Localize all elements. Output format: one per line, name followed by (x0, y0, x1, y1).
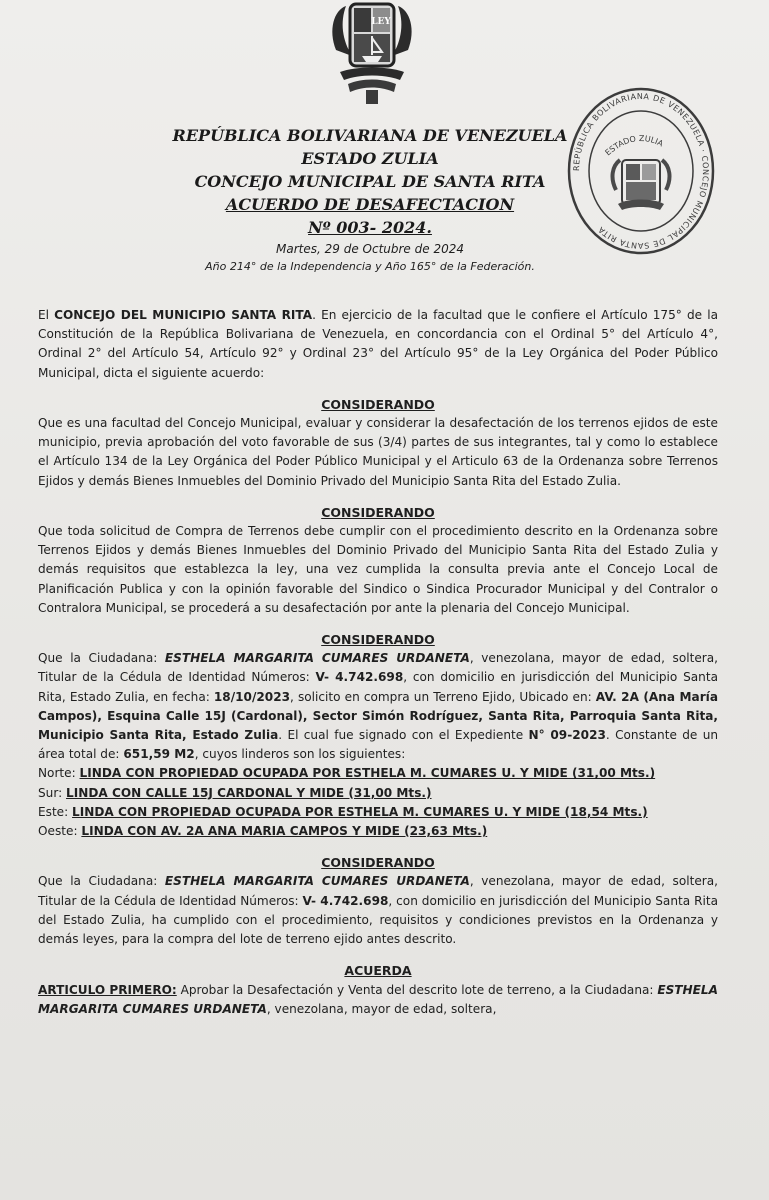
considerando-3-text: Que la Ciudadana: ESTHELA MARGARITA CUMARES URDANETA, venezolana, mayor de edad, soltera, Titular de la Cédula de Identidad Números: V- 4.742.698, con domicilio en jurisdicción del Municipio Santa Rita, Estado Zulia, en fecha: 18/10/2023, solicito en compra un Terreno Ejido, Ubicado en: AV. 2A (Ana María Campos), Esquina Calle 15J (Cardonal), Sector Simón Rodríguez, Santa Rita, Parroquia Santa Rita, Municipio Santa Rita, Estado Zulia. El cual fue signado con el Expediente N° 09-2023. Constante de un área total de: 651,59 M2, cuyos linderos son los siguientes: (38, 651, 719, 762)
boundary-south: Sur: LINDA CON CALLE 15J CARDONAL Y MIDE (31,00 Mts.) (38, 785, 432, 800)
considerando-3-title: CONSIDERANDO (321, 632, 435, 648)
boundary-north: Norte: LINDA CON PROPIEDAD OCUPADA POR ESTHELA M. CUMARES U. Y MIDE (31,00 Mts.) (38, 766, 656, 781)
considerando-1-title: CONSIDERANDO (321, 396, 435, 412)
seal-inner-text: ESTADO ZULIA (603, 133, 665, 158)
header-date: Martes, 29 de Octubre de 2024 (276, 242, 464, 256)
articulo-primero-text: ARTICULO PRIMERO: Aprobar la Desafectación y Venta del descrito lote de terreno, a la Ciudadana: ESTHELA MARGARITA CUMARES URDANETA, venezolana, mayor de edad, soltera, (38, 982, 718, 1016)
document-header (110, 124, 630, 275)
document-body (38, 306, 718, 1019)
crest-banner-text: LEY (371, 17, 391, 27)
header-agreement-title: ACUERDO DE DESAFECTACION (225, 195, 515, 214)
considerando-2-text: Que toda solicitud de Compra de Terrenos debe cumplir con el procedimiento descrito en la Ordenanza sobre Terrenos Ejidos y demás Bienes Inmuebles del Dominio Privado del Municipio Santa Rita del Estado Zulia y demás requisitos que establezca la ley, una vez cumplida la consulta previa ante el Concejo Local de Planificación Publica y con la opinión favorable del Sindico o Sindica Procurador Municipal y del Contralor o Contralora Municipal, se procederá a su desafectación por ante la plenaria del Concejo Municipal. (38, 524, 718, 615)
coat-of-arms-icon (326, 0, 418, 108)
header-republic: REPÚBLICA BOLIVARIANA DE VENEZUELA (172, 126, 568, 145)
seal-outer-text: REPÚBLICA BOLIVARIANA DE VENEZUELA · CONCEJO MUNICIPAL DE SANTA RITA (571, 91, 711, 251)
considerando-2-title: CONSIDERANDO (321, 504, 435, 520)
header-years: Año 214° de la Independencia y Año 165° de la Federación. (205, 260, 535, 273)
considerando-1-text: Que es una facultad del Concejo Municipal, evaluar y considerar la desafectación de los terrenos ejidos de este municipio, previa aprobación del voto favorable de sus (3/4) partes de sus integrantes, tal y como lo establece el Artículo 134 de la Ley Orgánica del Poder Público Municipal y el Articulo 63 de la Ordenanza sobre Terrenos Ejidos y demás Bienes Inmuebles del Dominio Privado del Municipio Santa Rita del Estado Zulia. (38, 416, 718, 488)
considerando-4-title: CONSIDERANDO (321, 855, 435, 871)
boundary-east: Este: LINDA CON PROPIEDAD OCUPADA POR ESTHELA M. CUMARES U. Y MIDE (18,54 Mts.) (38, 804, 648, 819)
intro-paragraph: El CONCEJO DEL MUNICIPIO SANTA RITA. En ejercicio de la facultad que le confiere el Artículo 175° de la Constitución de la República Bolivariana de Venezuela, en concordancia con el Ordinal 5° del Artículo 4°, Ordinal 2° del Artículo 54, Artículo 92° y Ordinal 23° del Artículo 95° de la Ley Orgánica del Poder Público Municipal, dicta el siguiente acuerdo: (38, 308, 718, 380)
acuerda-title: ACUERDA (344, 963, 412, 979)
header-state: ESTADO ZULIA (301, 149, 439, 168)
boundary-west: Oeste: LINDA CON AV. 2A ANA MARIA CAMPOS Y MIDE (23,63 Mts.) (38, 824, 488, 839)
header-council: CONCEJO MUNICIPAL DE SANTA RITA (194, 172, 546, 191)
considerando-4-text: Que la Ciudadana: ESTHELA MARGARITA CUMARES URDANETA, venezolana, mayor de edad, soltera, Titular de la Cédula de Identidad Números: V- 4.742.698, con domicilio en jurisdicción del Municipio Santa Rita del Estado Zulia, ha cumplido con el procedimiento, requisitos y condiciones previstos en la Ordenanza y demás leyes, para la compra del lote de terreno ejido antes descrito. (38, 874, 718, 947)
header-agreement-number: Nº 003- 2024. (308, 218, 432, 237)
